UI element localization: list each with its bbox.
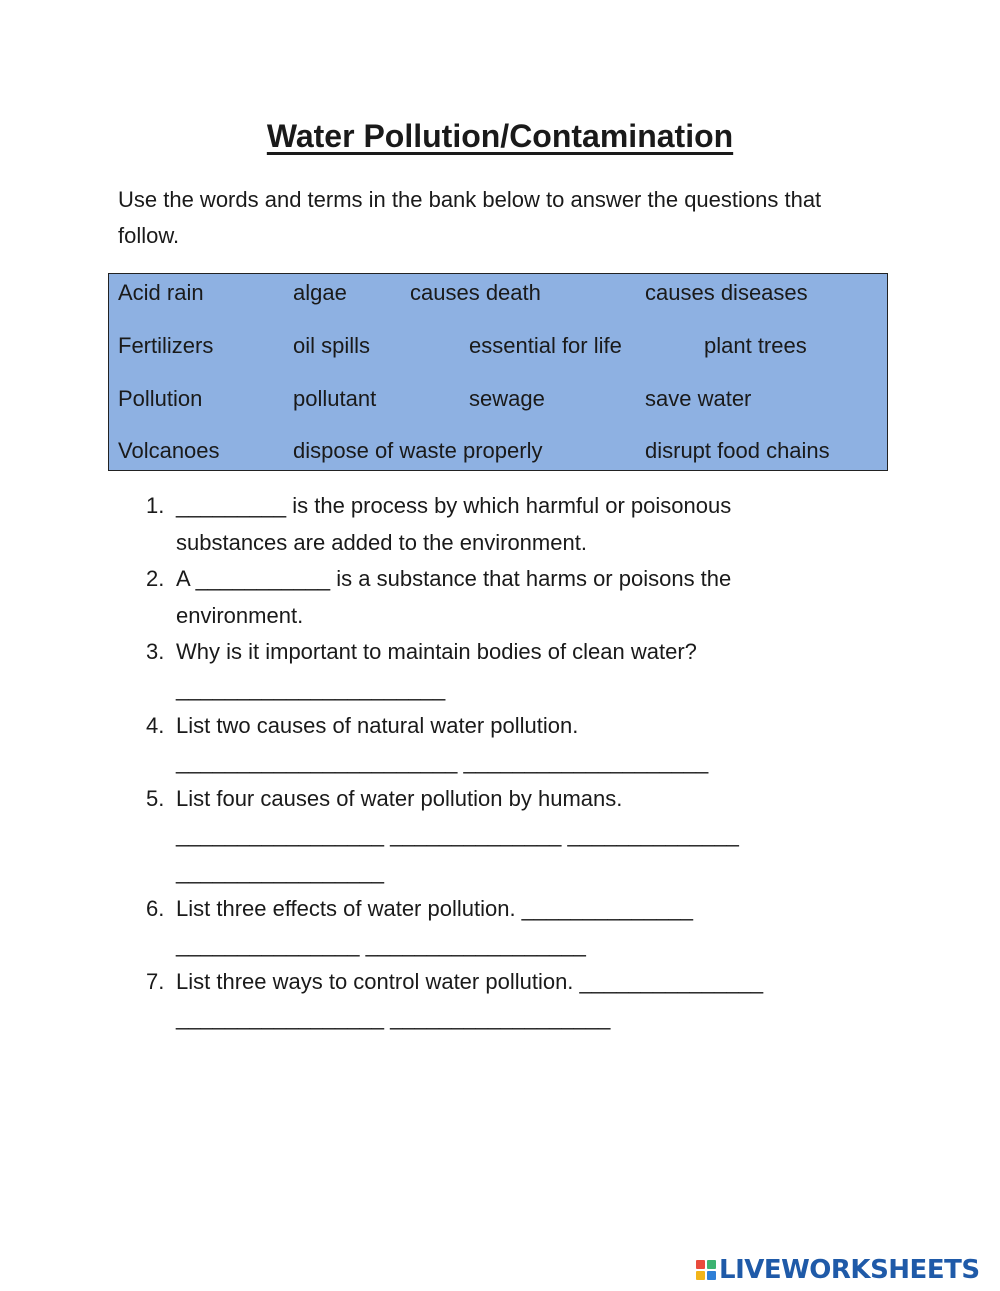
question-number: 4. [146,712,165,738]
question-number: 2. [146,566,165,592]
logo-block [696,1271,705,1280]
word-bank-term: Fertilizers [118,333,214,358]
question-item [146,488,866,561]
answer-blank-line[interactable]: _______________ __________________ [176,932,586,958]
question-line: Why is it important to maintain bodies of clean water? [176,639,697,665]
answer-blank-line[interactable]: _________________ ______________ ______________ [176,822,739,848]
liveworksheets-logo [696,1255,980,1285]
word-bank-term: pollutant [293,386,377,411]
question-number: 6. [146,895,165,921]
word-bank-term: Acid rain [118,280,204,305]
answer-blank-line[interactable]: _________________ __________________ [176,1005,611,1031]
question-item [146,561,866,634]
answer-blank-line[interactable]: ______________________ [176,675,446,701]
question-line: List three ways to control water pollution. _______________ [176,968,764,994]
question-item [146,891,866,964]
question-line: _________ is the process by which harmful or poisonous [176,493,732,518]
answer-blank-line[interactable]: _________________ [176,858,385,884]
word-bank-term: sewage [469,386,545,411]
word-bank-term: plant trees [704,333,807,358]
logo-block [696,1260,705,1269]
question-line: List four causes of water pollution by humans. [176,785,623,811]
instructions: Use the words and terms in the bank below to answer the questions that follow. [118,187,822,248]
question-list [146,488,866,1037]
question-line: List three effects of water pollution. ______________ [176,895,693,921]
question-item [146,781,866,891]
word-bank-term: dispose of waste properly [293,438,543,463]
question-item [146,708,866,781]
word-bank-term: Pollution [118,386,203,411]
question-number: 5. [146,785,165,811]
question-number: 7. [146,968,165,994]
question-line: A ___________ is a substance that harms or poisons the [176,566,732,592]
question-number: 1. [146,493,165,518]
logo-block [707,1260,716,1269]
answer-blank-line[interactable]: _______________________ ____________________ [176,749,709,775]
logo-blocks-icon [696,1260,716,1280]
word-bank-term: Volcanoes [118,438,220,463]
word-bank-term: essential for life [469,333,622,358]
question-item [146,634,866,707]
word-bank-term: oil spills [293,333,371,358]
word-bank-term: disrupt food chains [645,438,830,463]
word-bank-term: algae [293,280,347,305]
worksheet-title: Water Pollution/Contamination [266,118,734,154]
question-line: List two causes of natural water pollution. [176,712,579,738]
logo-block [707,1271,716,1280]
word-bank-term: save water [645,386,752,411]
word-bank [108,273,888,471]
question-item [146,964,866,1037]
logo-text: LIVEWORKSHEETS [719,1255,980,1285]
question-line: substances are added to the environment. [176,529,587,555]
question-line: environment. [176,602,304,628]
word-bank-term: causes death [410,280,541,305]
question-number: 3. [146,639,165,665]
word-bank-term: causes diseases [645,280,808,305]
